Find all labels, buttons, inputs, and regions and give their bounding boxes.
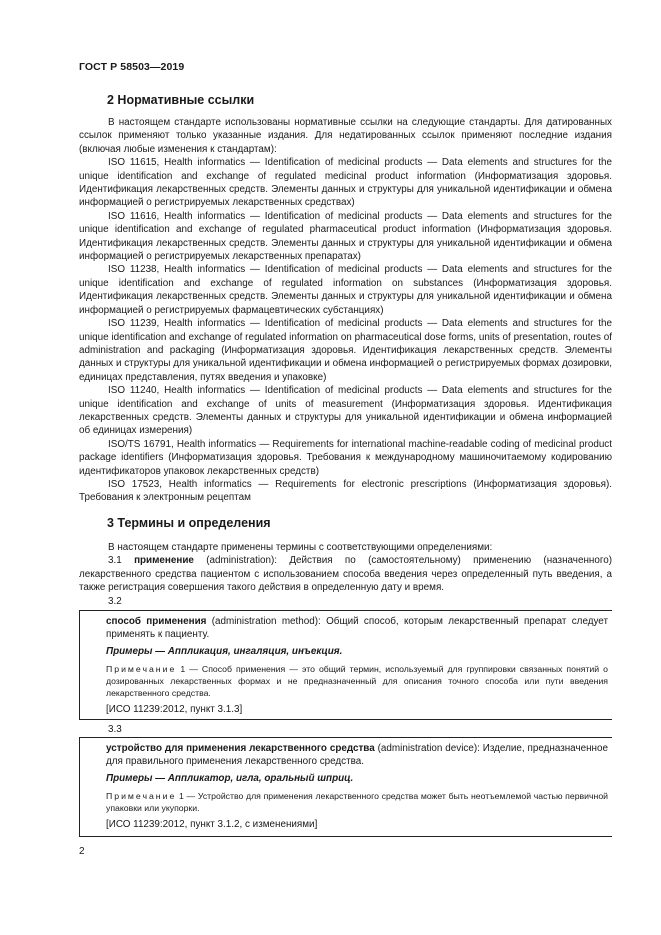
reference-iso-11616: ISO 11616, Health informatics — Identification of medicinal products — Data elements and structures for the unique identification and exchange of regulated pharmaceutical product information (Информатизация здоровья. Идентификация лекарственных средств. Элементы данных и структуры для уникальной идентификации и обмена информацией о регистрируемых лекарственных препаратах): [79, 210, 612, 263]
note-label: Примечание: [106, 791, 177, 802]
normative-references: [79, 116, 612, 505]
term-3-3-examples: Примеры — Аппликатор, игла, оральный шприц.: [106, 772, 354, 784]
term-definition: (administration method): Общий способ, которым лекарственный препарат следует применять к пациенту.: [106, 616, 608, 641]
term-3-3-note: [106, 790, 608, 814]
term-3-2-source: [ИСО 11239:2012, пункт 3.1.3]: [106, 704, 243, 716]
term-3-2-number: 3.2: [108, 596, 122, 607]
reference-iso-11615: ISO 11615, Health informatics — Identification of medicinal products — Data elements and structures for the unique identification and exchange of regulated medicinal product information (Информатизация здоровья. Идентификация лекарственных средств. Элементы данных и структуры для уникальной идентификации и обмена информацией о регистрируемых лекарственных средствах): [79, 157, 612, 209]
reference-iso-ts-16791: ISO/TS 16791, Health informatics — Requirements for international machine-readable coding of medicinal product package identifiers (Информатизация здоровья. Требования к международному машиночитаемому кодированию идентификаторов упаковок лекарственных средств): [79, 438, 612, 477]
term-3-3-source: [ИСО 11239:2012, пункт 3.1.2, с изменениями]: [106, 819, 318, 831]
section-3-title: 3 Термины и определения: [107, 516, 271, 530]
term-definition: (administration device): Изделие, предназначенное для правильного применения лекарственного средства.: [106, 743, 608, 768]
term-3-1: [79, 554, 612, 594]
terms-intro-block: [79, 541, 612, 595]
term-name: устройство для применения лекарственного средства: [106, 743, 375, 754]
terms-intro: В настоящем стандарте применены термины с соответствующими определениями:: [108, 542, 493, 553]
term-number: 3.1: [108, 555, 122, 567]
section-2-title: 2 Нормативные ссылки: [107, 93, 255, 107]
term-3-3-box: [79, 737, 612, 837]
standard-header: ГОСТ Р 58503—2019: [79, 61, 185, 73]
term-3-2-definition: [106, 615, 608, 642]
reference-iso-11240: ISO 11240, Health informatics — Identification of medicinal products — Data elements and structures for the unique identification and exchange of units of measurement (Информатизация здоровья. Идентификация лекарственных средств. Элементы данных и структуры для уникальной идентификации и обмена информацией об единицах измерения): [79, 385, 612, 437]
term-3-3-definition: [106, 742, 608, 769]
note-label: Примечание: [106, 664, 177, 675]
term-name: применение: [134, 555, 194, 567]
note-text: 1 — Способ применения — это общий термин, используемый для группировки связанных понятий о дозированных лекарственных формах и не предназначенный для описания точного способа или пути введения лекарственного средства.: [106, 664, 608, 699]
reference-iso-17523: ISO 17523, Health informatics — Requirements for electronic prescriptions (Информатизация здоровья). Требования к электронным рецептам: [79, 478, 612, 504]
term-name: способ применения: [106, 616, 207, 627]
note-text: 1 — Устройство для применения лекарственного средства может быть неотъемлемой частью первичной упаковки или укупорки.: [106, 791, 608, 814]
term-3-2-note: [106, 663, 608, 699]
page-number: 2: [79, 846, 85, 857]
term-3-2-examples: Примеры — Аппликация, ингаляция, инъекция.: [106, 645, 343, 657]
references-intro: В настоящем стандарте использованы нормативные ссылки на следующие стандарты. Для датированных ссылок применяют только указанные издания. Для недатированных ссылок применяют последние издания (включая любые изменения к стандартам):: [79, 117, 612, 155]
term-3-3-number: 3.3: [108, 724, 122, 735]
term-definition: (administration): Действия по (самостоятельному) применению (назначенного) лекарственного средства пациентом с использованием способа введения через определенный путь введения, а также регистрация совершения такого действия в определенную дату и время.: [79, 555, 613, 594]
reference-iso-11239: ISO 11239, Health informatics — Identification of medicinal products — Data elements and structures for the unique identification and exchange of regulated information on pharmaceutical dose forms, units of presentation, routes of administration and packaging (Информатизация здоровья. Идентификация лекарственных средств. Элементы данных и структуры для уникальной идентификации и обмена информацией о регистрируемых формах дозировки, единицах представления, путях введения и упаковке): [79, 318, 612, 383]
reference-iso-11238: ISO 11238, Health informatics — Identification of medicinal products — Data elements and structures for the unique identification and exchange of regulated information on substances (Информатизация здоровья. Идентификация лекарственных средств. Элементы данных и структуры для уникальной идентификации и обмена информацией о регистрируемых фармацевтических субстанциях): [79, 264, 612, 316]
term-3-2-box: [79, 610, 612, 720]
